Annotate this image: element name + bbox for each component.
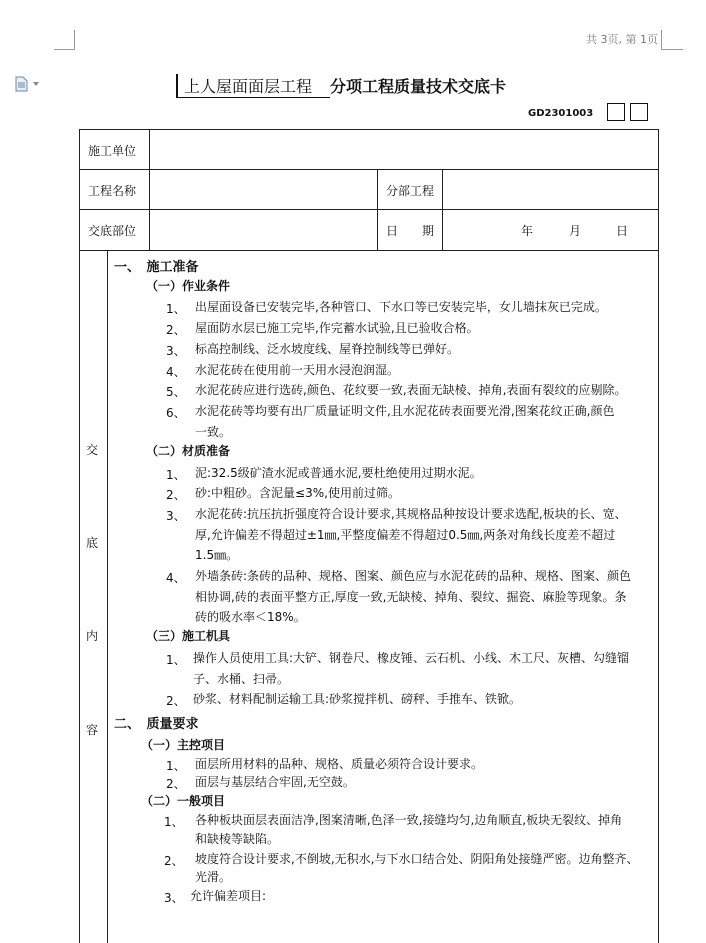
label-date: 日 期: [386, 224, 435, 238]
crop-mark-tr-v: [661, 30, 662, 50]
checkbox-1[interactable]: [607, 103, 625, 121]
table-border-right: [658, 129, 659, 943]
item-d1-text: 面层所用材料的品种、规格、质量必须符合设计要求。: [195, 757, 484, 771]
section-2-heading: 二、 质量要求: [114, 717, 199, 732]
side-char-1: 交: [86, 443, 99, 457]
item-a2-text: 屋面防水层已施工完毕,作完蓄水试验,且已验收合格。: [195, 321, 479, 335]
item-e1-line-1: 各种板块面层表面洁净,图案清晰,色泽一致,接缝均匀,边角顺直,板块无裂纹、掉角: [195, 813, 623, 827]
section-1b-heading: （二）材质准备: [146, 444, 231, 458]
item-d2-text: 面层与基层结合牢固,无空鼓。: [195, 775, 355, 789]
section-1c-heading: （三）施工机具: [146, 629, 231, 643]
item-d2-num: 2、: [166, 777, 186, 791]
section-1a-heading: （一）作业条件: [146, 279, 231, 293]
title-project: 上人屋面面层工程: [176, 74, 330, 98]
col-divider-mid-left: [377, 169, 378, 250]
item-b3-line-3: 1.5㎜。: [195, 548, 239, 562]
section-1-heading: 一、 施工准备: [114, 260, 199, 275]
label-month: 月: [569, 224, 582, 238]
label-sub-project: 分部工程: [386, 184, 435, 198]
item-a4-text: 水泥花砖在使用前一天用水浸泡润湿。: [195, 363, 400, 377]
label-year: 年: [521, 224, 534, 238]
row-divider-3: [79, 250, 659, 251]
item-b2-text: 砂:中粗砂。含泥量≤3%,使用前过筛。: [195, 486, 400, 500]
item-c2-text: 砂浆、材料配制运输工具:砂浆搅拌机、磅秤、手推车、铁锨。: [193, 692, 522, 706]
item-b3-line-2: 厚,允许偏差不得超过±1㎜,平整度偏差不得超过0.5㎜,两条对角线长度差不超过: [195, 528, 616, 542]
item-a6-num: 6、: [166, 406, 186, 420]
item-a6-text-cont: 一致。: [195, 425, 232, 439]
item-a4-num: 4、: [166, 365, 186, 379]
item-e3-num: 3、: [164, 891, 184, 905]
dropdown-arrow-icon[interactable]: [33, 82, 39, 86]
label-unit: 施工单位: [88, 144, 137, 158]
row-divider-2: [79, 209, 659, 210]
item-e2-num: 2、: [164, 854, 184, 868]
row-divider-1: [79, 169, 659, 170]
item-c2-num: 2、: [166, 694, 186, 708]
label-part: 交底部位: [88, 224, 137, 238]
side-char-2: 底: [86, 536, 99, 550]
checkbox-2[interactable]: [630, 103, 648, 121]
item-a5-text: 水泥花砖应进行选砖,颜色、花纹要一致,表面无缺棱、掉角,表面有裂纹的应剔除。: [195, 383, 627, 397]
item-e1-num: 1、: [164, 815, 184, 829]
item-a1-text: 出屋面设备已安装完毕,各种管口、下水口等已安装完毕，女儿墙抹灰已完成。: [195, 300, 607, 314]
item-a6-text: 水泥花砖等均要有出厂质量证明文件,且水泥花砖表面要光滑,图案花纹正确,颜色: [195, 404, 615, 418]
item-c1-line-1: 操作人员使用工具:大铲、钢卷尺、橡皮锤、云石机、小线、木工尺、灰槽、勾缝镏: [193, 651, 630, 665]
table-border-left: [79, 129, 80, 943]
crop-mark-tl-h: [54, 49, 74, 50]
item-b1-text: 泥:32.5级矿渣水泥或普通水泥,要杜绝使用过期水泥。: [195, 466, 482, 480]
crop-mark-tr-h: [661, 49, 683, 50]
crop-mark-tl-v: [74, 30, 75, 50]
table-border-top: [79, 129, 659, 130]
document-icon[interactable]: [14, 76, 30, 92]
item-b1-num: 1、: [166, 468, 186, 482]
page-number: 共 3页, 第 1页: [586, 33, 658, 46]
item-a1-num: 1、: [166, 302, 186, 316]
section-2b-heading: （二）一般项目: [141, 794, 226, 808]
side-char-3: 内: [86, 629, 99, 643]
document-code: GD2301003: [528, 108, 594, 119]
item-b2-num: 2、: [166, 488, 186, 502]
title-suffix: 分项工程质量技术交底卡: [330, 77, 507, 96]
item-b4-num: 4、: [166, 571, 186, 585]
col-divider-label: [149, 129, 150, 250]
label-day: 日: [616, 224, 629, 238]
item-e2-line-2: 光滑。: [195, 870, 232, 884]
item-a3-num: 3、: [166, 344, 186, 358]
item-c1-line-2: 子、水桶、扫帚。: [193, 672, 290, 686]
item-e3-text: 允许偏差项目:: [190, 889, 267, 903]
item-b3-line-1: 水泥花砖:抗压抗折强度符合设计要求,其规格品种按设计要求选配,板块的长、宽、: [195, 507, 627, 521]
item-b4-line-2: 相协调,砖的表面平整方正,厚度一致,无缺棱、掉角、裂纹、掘瓷、麻脸等现象。条: [195, 590, 627, 604]
label-project-name: 工程名称: [88, 184, 137, 198]
item-a5-num: 5、: [166, 385, 186, 399]
item-d1-num: 1、: [166, 759, 186, 773]
item-e1-line-2: 和缺棱等缺陷。: [195, 832, 280, 846]
document-title: [176, 74, 506, 98]
item-b4-line-1: 外墙条砖:条砖的品种、规格、图案、颜色应与水泥花砖的品种、规格、图案、颜色: [195, 569, 632, 583]
side-char-4: 容: [86, 723, 99, 737]
item-e2-line-1: 坡度符合设计要求,不倒坡,无积水,与下水口结合处、阴阳角处接缝严密。边角整齐、: [195, 852, 639, 866]
col-divider-side: [107, 250, 108, 943]
col-divider-mid-right: [442, 169, 443, 250]
section-2a-heading: （一）主控项目: [141, 738, 226, 752]
item-a3-text: 标高控制线、泛水坡度线、屋脊控制线等已弹好。: [195, 342, 460, 356]
item-c1-num: 1、: [166, 653, 186, 667]
item-a2-num: 2、: [166, 323, 186, 337]
item-b3-num: 3、: [166, 509, 186, 523]
item-b4-line-3: 砖的吸水率＜18%。: [195, 610, 306, 624]
